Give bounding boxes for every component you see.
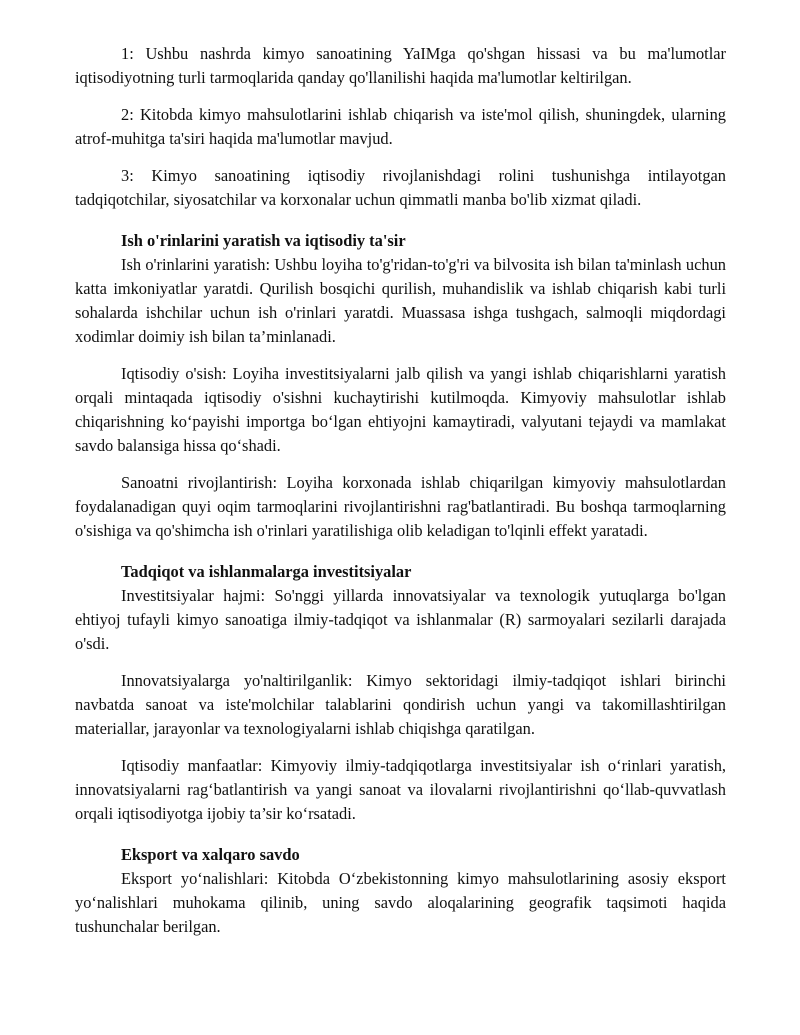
- intro-paragraph-1: 1: Ushbu nashrda kimyo sanoatining YaIMga qo'shgan hissasi va bu ma'lumotlar iqtisodiyotning turli tarmoqlarida qanday qo'llanilishi haqida ma'lumotlar keltirilgan.: [75, 44, 726, 87]
- section-heading-export: Eksport va xalqaro savdo: [121, 845, 300, 864]
- research-paragraph-1: Investitsiyalar hajmi: So'nggi yillarda innovatsiyalar va texnologik yutuqlarga bo'lgan ehtiyoj tufayli kimyo sanoatiga ilmiy-tadqiqot va ishlanmalar (R) sarmoyalari sezilarli darajada o'sdi.: [75, 586, 726, 653]
- document-page: [75, 42, 726, 939]
- section-heading-jobs: Ish o'rinlarini yaratish va iqtisodiy ta'sir: [121, 231, 406, 250]
- section-heading-research: Tadqiqot va ishlanmalarga investitsiyalar: [121, 562, 412, 581]
- intro-paragraph-2: 2: Kitobda kimyo mahsulotlarini ishlab chiqarish va iste'mol qilish, shuningdek, ularning atrof-muhitga ta'siri haqida ma'lumotlar mavjud.: [75, 105, 726, 148]
- research-paragraph-2: Innovatsiyalarga yo'naltirilganlik: Kimyo sektoridagi ilmiy-tadqiqot ishlari birinchi navbatda sanoat va iste'molchilar talablarini qondirish uchun yangi va takomillashtirilgan materiallar, jarayonlar va texnologiyalarni ishlab chiqishga qaratilgan.: [75, 671, 726, 738]
- jobs-paragraph-3: Sanoatni rivojlantirish: Loyiha korxonada ishlab chiqarilgan kimyoviy mahsulotlardan foydalanadigan quyi oqim tarmoqlarini rivojlantirishni rag'batlantiradi. Bu boshqa tarmoqlarning o'sishiga va qo'shimcha ish o'rinlari yaratilishiga olib keladigan to'lqinli effekt yaratadi.: [75, 473, 726, 540]
- research-paragraph-3: Iqtisodiy manfaatlar: Kimyoviy ilmiy-tadqiqotlarga investitsiyalar ish o‘rinlari yaratish, innovatsiyalarni rag‘batlantirish va yangi sanoat va ilovalarni rivojlantirishni qo‘llab-quvvatlash orqali iqtisodiyotga ijobiy ta’sir ko‘rsatadi.: [75, 756, 726, 823]
- export-paragraph-1: Eksport yo‘nalishlari: Kitobda O‘zbekistonning kimyo mahsulotlarining asosiy eksport yo‘nalishlari muhokama qilinib, uning savdo aloqalarining geografik taqsimoti haqida tushunchalar berilgan.: [75, 869, 726, 936]
- jobs-paragraph-1: Ish o'rinlarini yaratish: Ushbu loyiha to'g'ridan-to'g'ri va bilvosita ish bilan ta'minlash uchun katta imkoniyatlar yaratdi. Qurilish bosqichi qurilish, muhandislik va ishlab chiqarish kabi turli sohalarda ishchilar uchun ish o'rinlari yaratdi. Muassasa ishga tushgach, salmoqli miqdordagi xodimlar doimiy ish bilan ta’minlanadi.: [75, 255, 726, 346]
- jobs-paragraph-2: Iqtisodiy o'sish: Loyiha investitsiyalarni jalb qilish va yangi ishlab chiqarishlarni yaratish orqali mintaqada iqtisodiy o'sishni kuchaytirishi kutilmoqda. Kimyoviy mahsulotlar ishlab chiqarishning ko‘payishi importga bo‘lgan ehtiyojni kamaytiradi, valyutani tejaydi va mamlakat savdo balansiga hissa qo‘shadi.: [75, 364, 726, 455]
- intro-paragraph-3: 3: Kimyo sanoatining iqtisodiy rivojlanishdagi rolini tushunishga intilayotgan tadqiqotchilar, siyosatchilar va korxonalar uchun qimmatli manba bo'lib xizmat qiladi.: [75, 166, 726, 209]
